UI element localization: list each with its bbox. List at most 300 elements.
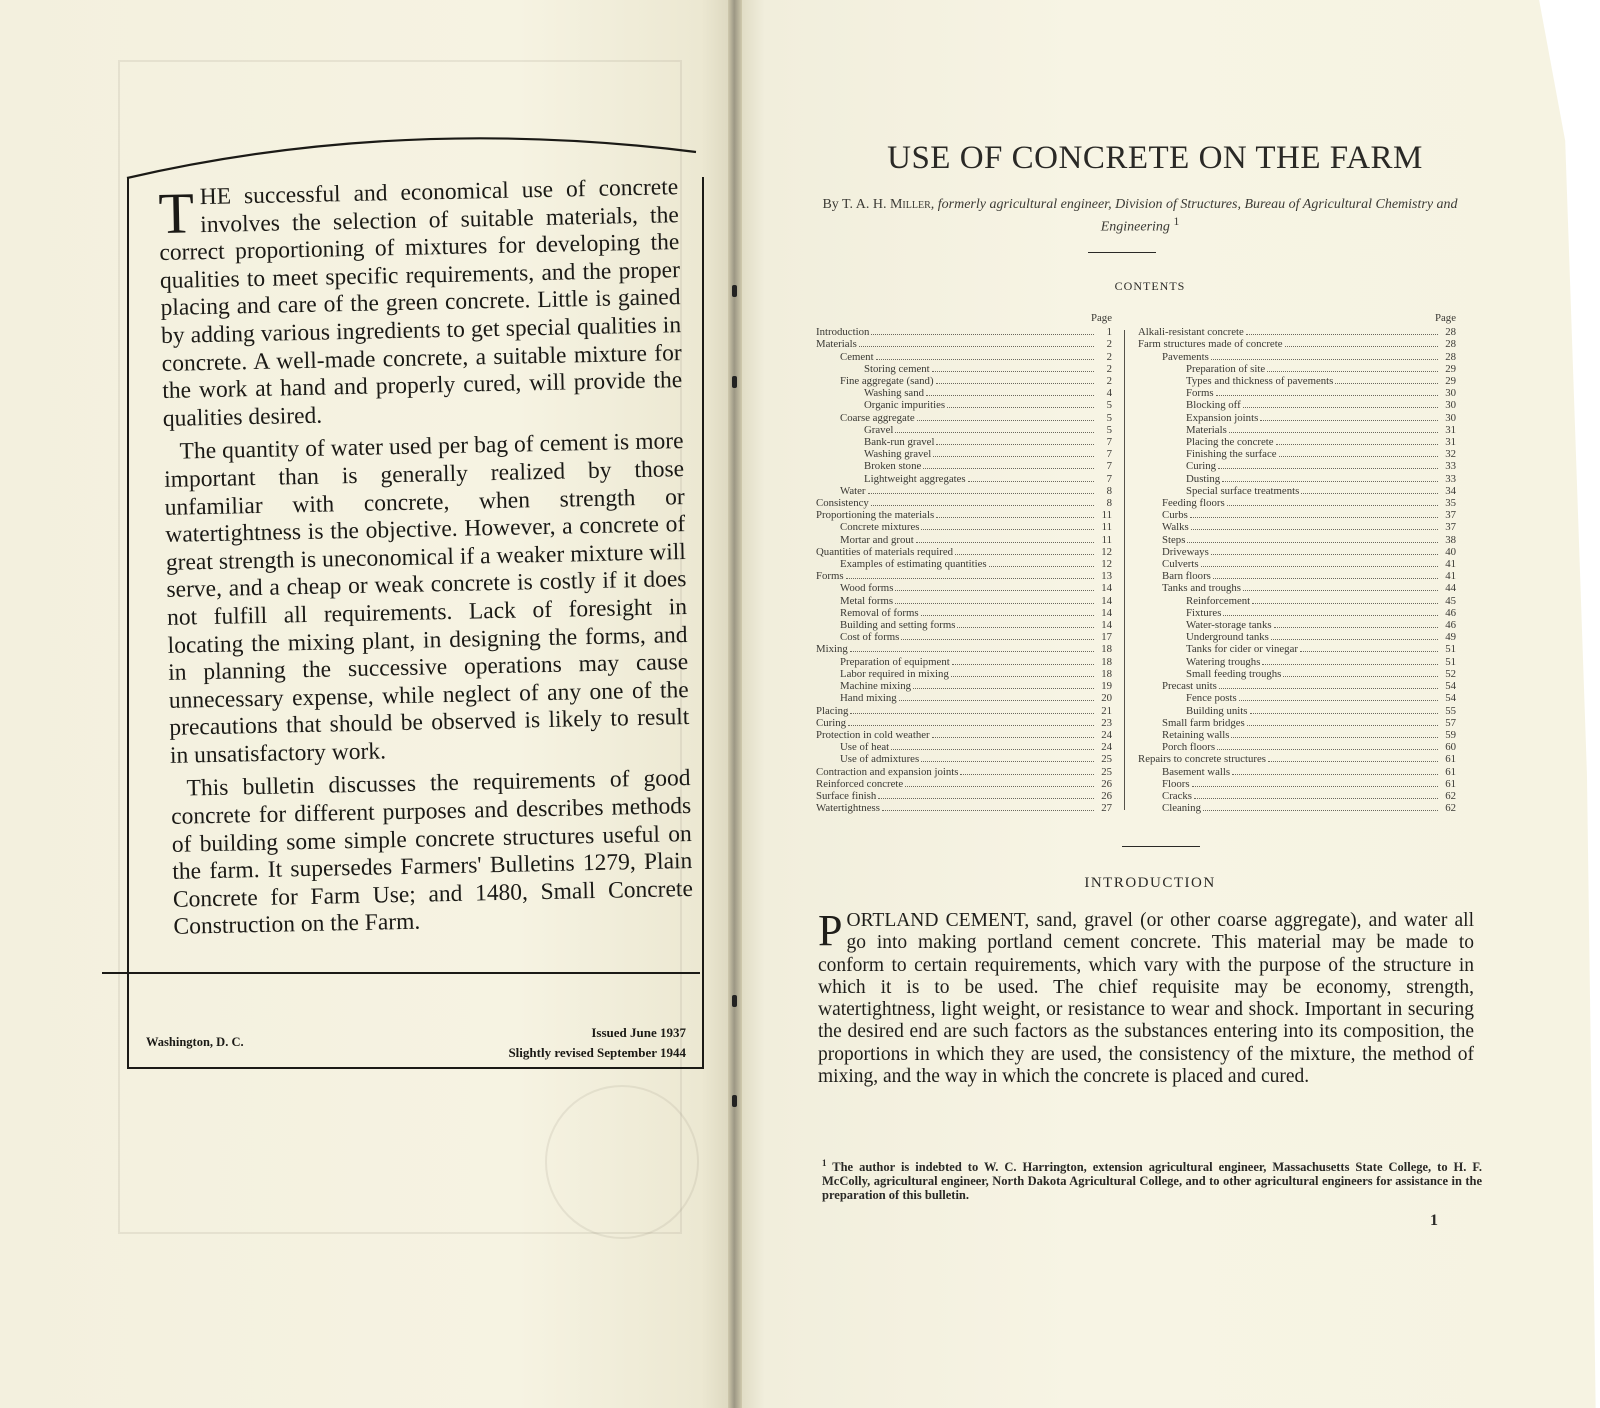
staple-1 (732, 285, 737, 297)
toc-entry-label: Labor required in mixing (840, 667, 949, 680)
toc-entry-page: 5 (1106, 423, 1112, 436)
toc-leader-dots (1247, 725, 1438, 726)
toc-entry (1138, 668, 1456, 680)
toc-leader-dots (1222, 481, 1438, 482)
toc-entry-page: 8 (1106, 484, 1112, 497)
toc-entry (1138, 546, 1456, 558)
toc-entry (816, 424, 1112, 436)
toc-entry (816, 619, 1112, 631)
toc-entry (816, 558, 1112, 570)
toc-entry-label: Floors (1162, 777, 1190, 790)
toc-entry-label: Forms (816, 570, 844, 583)
toc-entry-page: 35 (1445, 497, 1456, 510)
preface-paragraph-1: THE successful and economical use of concrete involves the selection of suitable materials, the correct proportioning of mixtures for developing the qualities to meet specific requirements, and the proper placing and care of the green concrete. Little is gained by adding various ingredients to get special qualities in concrete. A well-made concrete, a suitable mixture for the work at hand and properly cured, will provide the qualities desired. (157, 174, 683, 432)
toc-entry-page: 33 (1445, 472, 1456, 485)
toc-entry-page: 32 (1445, 448, 1456, 461)
toc-entry (1138, 631, 1456, 643)
toc-entry-label: Walks (1162, 521, 1189, 534)
toc-entry-label: Preparation of equipment (840, 655, 950, 668)
toc-entry-page: 37 (1445, 521, 1456, 534)
toc-entry-label: Cracks (1162, 789, 1192, 802)
toc-entry-page: 51 (1445, 643, 1456, 656)
toc-leader-dots (871, 334, 1094, 335)
footer-issue-dates (436, 1023, 686, 1063)
toc-entry-label: Water (840, 484, 866, 497)
title-rule (1088, 252, 1156, 253)
toc-leader-dots (1262, 664, 1438, 665)
toc-leader-dots (1335, 383, 1438, 384)
toc-entry (1138, 399, 1456, 411)
toc-entry-page: 26 (1101, 777, 1112, 790)
toc-entry-label: Fixtures (1186, 606, 1222, 619)
toc-leader-dots (1229, 432, 1438, 433)
footer-rule (102, 972, 700, 974)
toc-entry-page: 54 (1445, 692, 1456, 705)
toc-entry-page: 60 (1445, 741, 1456, 754)
toc-entry-page: 55 (1445, 704, 1456, 717)
toc-entry-page: 28 (1445, 338, 1456, 351)
toc-leader-dots (957, 627, 1094, 628)
preface-dropcap: T (157, 180, 195, 246)
toc-entry (1138, 412, 1456, 424)
toc-entry-label: Special surface treatments (1186, 484, 1300, 497)
toc-entry-page: 30 (1445, 387, 1456, 400)
toc-entry-label: Alkali-resistant concrete (1138, 326, 1244, 339)
toc-entry (1138, 729, 1456, 741)
toc-entry (1138, 338, 1456, 350)
toc-entry-label: Porch floors (1162, 741, 1216, 754)
toc-entry-label: Mixing (816, 643, 848, 656)
toc-leader-dots (1216, 395, 1438, 396)
toc-entry-page: 34 (1445, 484, 1456, 497)
toc-entry-label: Quantities of materials required (816, 545, 954, 558)
toc-entry-label: Preparation of site (1186, 362, 1266, 375)
toc-entry-page: 14 (1101, 594, 1112, 607)
toc-leader-dots (933, 456, 1094, 457)
toc-entry-page: 18 (1101, 655, 1112, 668)
toc-entry-page: 57 (1445, 716, 1456, 729)
toc-entry-page: 28 (1445, 350, 1456, 363)
toc-leader-dots (960, 774, 1094, 775)
toc-entry (1138, 607, 1456, 619)
toc-entry (816, 668, 1112, 680)
toc-entry (816, 485, 1112, 497)
toc-entry (816, 546, 1112, 558)
toc-entry-page: 2 (1106, 338, 1112, 351)
toc-entry (816, 521, 1112, 533)
toc-entry (816, 643, 1112, 655)
toc-entry-label: Hand mixing (840, 692, 897, 705)
toc-leader-dots (1243, 590, 1438, 591)
toc-entry (816, 595, 1112, 607)
toc-entry (1138, 497, 1456, 509)
author-name: Miller (889, 197, 931, 212)
toc-leader-dots (1274, 627, 1438, 628)
toc-entry-label: Building units (1186, 704, 1248, 717)
toc-entry-label: Contraction and expansion joints (816, 765, 959, 778)
toc-entry (816, 412, 1112, 424)
toc-entry-page: 45 (1445, 594, 1456, 607)
toc-entry (816, 460, 1112, 472)
toc-entry-label: Organic impurities (864, 399, 946, 412)
toc-leader-dots (921, 761, 1094, 762)
toc-leader-dots (901, 639, 1094, 640)
toc-entry-page: 37 (1445, 509, 1456, 522)
toc-leader-dots (1203, 810, 1438, 811)
toc-entry (816, 741, 1112, 753)
toc-entry-label: Washing sand (864, 387, 925, 400)
toc-page-label: Page (1435, 312, 1456, 324)
toc-entry-page: 7 (1106, 436, 1112, 449)
toc-page-label: Page (1091, 312, 1112, 324)
toc-entry-label: Surface finish (816, 789, 877, 802)
toc-leader-dots (932, 737, 1094, 738)
toc-entry (1138, 619, 1456, 631)
toc-entry-page: 52 (1445, 667, 1456, 680)
toc-entry-page: 25 (1101, 753, 1112, 766)
toc-leader-dots (850, 713, 1094, 714)
toc-entry (1138, 582, 1456, 594)
toc-entry-label: Driveways (1162, 545, 1209, 558)
toc-entry (1138, 766, 1456, 778)
toc-entry (1138, 692, 1456, 704)
toc-entry-page: 12 (1101, 558, 1112, 571)
toc-entry-page: 31 (1445, 423, 1456, 436)
toc-entry-page: 61 (1445, 753, 1456, 766)
toc-entry-label: Cement (840, 350, 874, 363)
toc-entry (1138, 424, 1456, 436)
toc-entry-label: Finishing the surface (1186, 448, 1277, 461)
toc-entry (1138, 351, 1456, 363)
toc-entry (816, 338, 1112, 350)
toc-entry-label: Machine mixing (840, 680, 912, 693)
toc-entry-page: 14 (1101, 619, 1112, 632)
toc-entry-page: 4 (1106, 387, 1112, 400)
toc-entry-label: Dusting (1186, 472, 1221, 485)
toc-entry-label: Barn floors (1162, 570, 1211, 583)
toc-entry-page: 46 (1445, 619, 1456, 632)
toc-entry-page: 61 (1445, 777, 1456, 790)
toc-entry-label: Precast units (1162, 680, 1217, 693)
toc-entry (1138, 436, 1456, 448)
toc-entry (816, 399, 1112, 411)
toc-entry-page: 14 (1101, 606, 1112, 619)
toc-leader-dots (868, 493, 1094, 494)
toc-leader-dots (1217, 749, 1438, 750)
toc-leader-dots (1211, 554, 1438, 555)
toc-entry-page: 1 (1106, 326, 1112, 339)
toc-entry-page: 33 (1445, 460, 1456, 473)
toc-leader-dots (1283, 676, 1438, 677)
footer-location: Washington, D. C. (146, 1035, 244, 1049)
toc-leader-dots (905, 786, 1094, 787)
toc-entry-label: Use of admixtures (840, 753, 920, 766)
toc-entry (1138, 521, 1456, 533)
toc-entry (1138, 509, 1456, 521)
toc-leader-dots (899, 700, 1094, 701)
toc-entry-label: Metal forms (840, 594, 894, 607)
toc-leader-dots (895, 590, 1094, 591)
toc-entry (1138, 717, 1456, 729)
toc-entry-label: Consistency (816, 497, 869, 510)
toc-entry (1138, 448, 1456, 460)
preface-paragraph-3: This bulletin discusses the requirements of good concrete for different purposes and describes methods of building some simple concrete structures useful on the farm. It supersedes Farmers' Bulletins 1279, Plain Concrete for Farm Use; and 1480, Small Concrete Construction on the Farm. (170, 765, 694, 941)
toc-entry (1138, 485, 1456, 497)
contents-heading: CONTENTS (1114, 279, 1186, 293)
toc-leader-dots (936, 383, 1094, 384)
toc-leader-dots (1279, 456, 1438, 457)
toc-entry-page: 13 (1101, 570, 1112, 583)
toc-leader-dots (921, 615, 1094, 616)
toc-entry-label: Underground tanks (1186, 631, 1269, 644)
toc-entry-label: Wood forms (840, 582, 894, 595)
toc-entry (1138, 363, 1456, 375)
toc-leader-dots (1271, 639, 1438, 640)
toc-leader-dots (1276, 444, 1438, 445)
introduction-text: PORTLAND CEMENT, sand, gravel (or other coarse aggregate), and water all go into making portland cement concrete. This material may be made to conform to certain requirements, which vary with the purpose of the structure in which it is to be used. The chief requisite may be economy, strength, watertightness, light weight, or resistance to wear and shock. Important in securing the desired end are such factors as the substances entering into its composition, the proportions in which they are used, the consistency of the mixture, the method of mixing, and the way in which the concrete is placed and cured. (818, 906, 1474, 1088)
toc-entry-page: 40 (1445, 545, 1456, 558)
toc-entry-page: 2 (1106, 350, 1112, 363)
toc-entry-label: Cleaning (1162, 802, 1201, 815)
toc-entry (816, 802, 1112, 814)
toc-entry-label: Materials (1186, 423, 1227, 436)
toc-entry-label: Pavements (1162, 350, 1209, 363)
toc-entry-page: 54 (1445, 680, 1456, 693)
toc-entry-label: Tanks and troughs (1162, 582, 1242, 595)
toc-entry-page: 21 (1101, 704, 1112, 717)
toc-entry (816, 790, 1112, 802)
toc-entry-label: Farm structures made of concrete (1138, 338, 1283, 351)
toc-entry-label: Blocking off (1186, 399, 1241, 412)
toc-entry (816, 582, 1112, 594)
toc-entry-label: Storing cement (864, 362, 930, 375)
toc-entry-label: Washing gravel (864, 448, 932, 461)
toc-entry-page: 24 (1101, 741, 1112, 754)
preface-paragraph-2: The quantity of water used per bag of cement is more important than is generally realized by those unfamiliar with concrete, when strength or watertightness is the objective. However, a concrete of great strength is uneconomical if a weaker mixture will serve, and a cheap or weak concrete is costly if it does not fulfill all requirements. Lack of foresight in locating the mixing plant, in designing the forms, and in planning the successive operations may cause unnecessary expense, while neglect of any one of the precautions that should be observed is likely to result in unsatisfactory work. (163, 428, 690, 769)
toc-entry (816, 509, 1112, 521)
toc-leader-dots (1301, 493, 1438, 494)
toc-entry-page: 7 (1106, 448, 1112, 461)
watermark-seal (545, 1085, 699, 1239)
toc-entry (816, 326, 1112, 338)
toc-leader-dots (1227, 505, 1438, 506)
toc-leader-dots (936, 444, 1094, 445)
toc-entry-page: 17 (1101, 631, 1112, 644)
toc-entry-label: Curing (1186, 460, 1216, 473)
toc-leader-dots (895, 432, 1094, 433)
toc-entry-label: Reinforcement (1186, 594, 1251, 607)
toc-column-left (816, 312, 1112, 814)
toc-entry-label: Tanks for cider or vinegar (1186, 643, 1298, 656)
toc-entry-label: Water-storage tanks (1186, 619, 1272, 632)
toc-leader-dots (1190, 517, 1438, 518)
toc-entry-page: 29 (1445, 362, 1456, 375)
toc-leader-dots (1252, 603, 1438, 604)
toc-leader-dots (1300, 651, 1438, 652)
toc-entry (816, 631, 1112, 643)
toc-leader-dots (871, 505, 1094, 506)
toc-entry-page: 24 (1101, 728, 1112, 741)
toc-entry (816, 656, 1112, 668)
toc-leader-dots (895, 603, 1094, 604)
toc-leader-dots (989, 566, 1094, 567)
toc-entry (1138, 643, 1456, 655)
toc-entry-page: 2 (1106, 362, 1112, 375)
toc-leader-dots (952, 664, 1094, 665)
toc-entry-page: 26 (1101, 789, 1112, 802)
toc-entry (816, 534, 1112, 546)
toc-entry-page: 59 (1445, 728, 1456, 741)
toc-entry-page: 7 (1106, 460, 1112, 473)
toc-entry (1138, 753, 1456, 765)
toc-entry (1138, 705, 1456, 717)
toc-column-right (1138, 312, 1456, 814)
toc-entry-page: 11 (1101, 521, 1112, 534)
toc-entry-label: Retaining walls (1162, 728, 1230, 741)
toc-entry (1138, 558, 1456, 570)
toc-entry-label: Coarse aggregate (840, 411, 915, 424)
toc-leader-dots (926, 395, 1094, 396)
toc-entry-page: 61 (1445, 765, 1456, 778)
toc-entry-label: Curbs (1162, 509, 1188, 522)
toc-leader-dots (917, 420, 1094, 421)
toc-entry-label: Placing the concrete (1186, 436, 1274, 449)
toc-entry (816, 448, 1112, 460)
toc-entry (816, 753, 1112, 765)
toc-entry-label: Placing (816, 704, 849, 717)
toc-entry-page: 41 (1445, 558, 1456, 571)
toc-entry-label: Gravel (864, 423, 894, 436)
staple-4 (732, 1095, 737, 1107)
author-affiliation: , formerly agricultural engineer, Division of Structures, Bureau of Agricultural Chemistry and Engineering (930, 197, 1458, 235)
toc-entry-page: 25 (1101, 765, 1112, 778)
toc-entry (1138, 387, 1456, 399)
introduction-dropcap: P (818, 906, 843, 955)
toc-leader-dots (936, 517, 1094, 518)
toc-entry-page: 20 (1101, 692, 1112, 705)
toc-leader-dots (923, 468, 1094, 469)
toc-leader-dots (1191, 529, 1438, 530)
toc-entry (816, 705, 1112, 717)
preface-text (158, 174, 694, 948)
toc-entry-label: Culverts (1162, 558, 1199, 571)
toc-leader-dots (913, 688, 1094, 689)
toc-entry (816, 729, 1112, 741)
toc-entry-label: Materials (816, 338, 857, 351)
toc-leader-dots (1213, 578, 1438, 579)
toc-entry-page: 44 (1445, 582, 1456, 595)
toc-entry-label: Feeding floors (1162, 497, 1225, 510)
toc-leader-dots (882, 810, 1094, 811)
toc-entry (816, 766, 1112, 778)
toc-entry (816, 436, 1112, 448)
toc-entry-page: 12 (1101, 545, 1112, 558)
toc-entry-label: Building and setting forms (840, 619, 956, 632)
toc-divider (1124, 330, 1125, 810)
toc-leader-dots (1211, 359, 1438, 360)
toc-entry-page: 38 (1445, 533, 1456, 546)
toc-entry-label: Small feeding troughs (1186, 667, 1282, 680)
byline: By T. A. H. Miller, formerly agricultural engineer, Division of Structures, Bureau of Agricultural Chemistry and Engineering $^1$ (822, 197, 1458, 235)
toc-leader-dots (876, 359, 1094, 360)
toc-entry-page: 18 (1101, 643, 1112, 656)
toc-entry-page: 30 (1445, 399, 1456, 412)
toc-entry (816, 778, 1112, 790)
toc-entry (816, 570, 1112, 582)
toc-leader-dots (932, 371, 1094, 372)
toc-entry (1138, 741, 1456, 753)
toc-entry (1138, 680, 1456, 692)
toc-leader-dots (848, 725, 1094, 726)
toc-leader-dots (1231, 737, 1438, 738)
toc-leader-dots (916, 542, 1094, 543)
toc-entry (1138, 778, 1456, 790)
toc-entry (1138, 656, 1456, 668)
toc-leader-dots (1201, 566, 1438, 567)
toc-entry-label: Types and thickness of pavements (1186, 375, 1334, 388)
revised-date: Slightly revised September 1944 (508, 1045, 686, 1060)
toc-entry (1138, 460, 1456, 472)
toc-entry-label: Steps (1162, 533, 1186, 546)
toc-entry-label: Reinforced concrete (816, 777, 904, 790)
toc-entry-label: Use of heat (840, 741, 890, 754)
toc-entry-label: Basement walls (1162, 765, 1231, 778)
toc-entry-label: Broken stone (864, 460, 922, 473)
toc-entry (1138, 326, 1456, 338)
toc-entry-page: 11 (1101, 509, 1112, 522)
toc-entry-page: 62 (1445, 802, 1456, 815)
toc-entry (1138, 802, 1456, 814)
toc-entry-page: 7 (1106, 472, 1112, 485)
toc-leader-dots (878, 798, 1094, 799)
toc-leader-dots (1232, 774, 1438, 775)
footnote: $^1$ The author is indebted to W. C. Harrington, extension agricultural engineer, Massachusetts State College, to H. F. McColly, agricultural engineer, North Dakota Agricultural College, and to other agricultural engineers for assistance in the preparation of this bulletin. (822, 1158, 1482, 1202)
toc-entry-label: Watering troughs (1186, 655, 1261, 668)
toc-entry-label: Examples of estimating quantities (840, 558, 987, 571)
toc-leader-dots (955, 554, 1094, 555)
toc-leader-dots (951, 676, 1094, 677)
toc-entry-page: 5 (1106, 411, 1112, 424)
toc-leader-dots (1194, 798, 1438, 799)
toc-entry-page: 23 (1101, 716, 1112, 729)
toc-entry-label: Proportioning the materials (816, 509, 935, 522)
toc-entry (816, 363, 1112, 375)
toc-leader-dots (1285, 346, 1439, 347)
toc-entry (816, 680, 1112, 692)
toc-leader-dots (1268, 761, 1438, 762)
toc-entry-label: Lightweight aggregates (864, 472, 966, 485)
toc-entry (1138, 534, 1456, 546)
toc-entry-label: Protection in cold weather (816, 728, 930, 741)
toc-entry-label: Small farm bridges (1162, 716, 1245, 729)
toc-entry (816, 351, 1112, 363)
page-number: 1 (1430, 1212, 1438, 1229)
toc-entry (816, 387, 1112, 399)
toc-entry (816, 473, 1112, 485)
toc-entry-page: 8 (1106, 497, 1112, 510)
toc-entry-label: Expansion joints (1186, 411, 1259, 424)
toc-entry-label: Removal of forms (840, 606, 919, 619)
staple-2 (732, 376, 737, 388)
contents-end-rule (1122, 846, 1200, 847)
booklet-spine (728, 0, 742, 1408)
toc-entry (1138, 375, 1456, 387)
toc-entry-page: 14 (1101, 582, 1112, 595)
toc-entry-label: Fine aggregate (sand) (840, 375, 934, 388)
toc-leader-dots (1260, 420, 1438, 421)
page-title: USE OF CONCRETE ON THE FARM (887, 140, 1423, 176)
toc-leader-dots (1267, 371, 1438, 372)
